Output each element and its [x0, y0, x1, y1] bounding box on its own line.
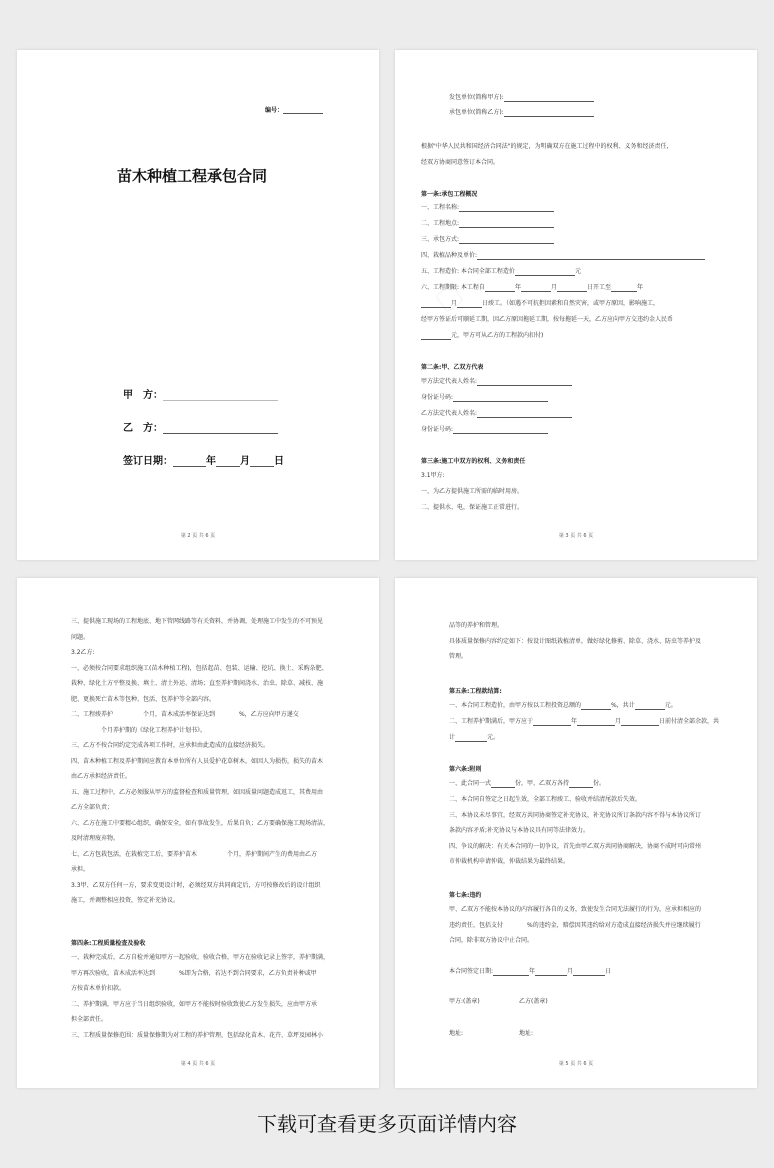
payment-2-text: 二、工程养护期满后，甲方应于: [449, 718, 534, 725]
payment-total-blank: [635, 703, 665, 710]
period-day-blank: [557, 285, 587, 292]
sign-month-blank: [216, 460, 240, 467]
copies-end: 份。: [593, 780, 606, 787]
rep-b-id-line: [421, 426, 548, 434]
clauses-3-2: 三、提供施工现场的工程地底、地下管网线路等有关资料，并协调，处理施工中发生的不可预见 问题。 3.2乙方: 一、必须按合同要求组织施工(苗木种植工程)，包括起苗、包装、运输、挖坑、换土、采购杂肥、 栽种、绿化土方平整及换、填土、清土外运、清场；直至养护期间浇水、治虫、除草、减枝、施 肥、更换死亡苗木等包种、包活、包养护等全部内容。 二、工程竣养护 个月，苗木成活率保证达到 %，乙方应向甲方递交 个月养护期的《绿化工程养护计划书》。 三、乙方不按合同约定完成各项工作时，应承担由此造成的直接经济损失。 四、苗木种植工程及养护期间应教育本单位所有人员爱护花草树木，如因人为损伤，损失的苗木 由乙方承担经济责任。 五、施工过程中，乙方必须服从甲方的监督检查和质量管理，如因质量问题造成返工，其费用由 乙方全部负责； 六、乙方在施工中要精心组织，确保安全，如有事故发生，后果自负；乙方要确保施工现场清洁， 及时清理废弃物。 七、乙方包栽包活，在栽植完工后，要养护苗木 个月，养护期间产生的费用由乙方 承担。 3.3甲、乙双方任何一方，要求变更设计时，必须经双方共同商定后，方可按修改后的设计组织 施工，并调整相应投资，签定补充协议。: [71, 618, 330, 904]
sign-month-blank: [535, 969, 567, 976]
sign-date-label: 签订日期：: [123, 456, 173, 467]
payment-3-end: 元。: [487, 734, 500, 741]
planting-price-line: [421, 252, 705, 260]
page-2: [395, 50, 757, 560]
page-3: [17, 578, 379, 1088]
project-name-label: 一、工程名称:: [421, 204, 460, 211]
party-b-label: 乙 方：: [123, 423, 163, 434]
rep-b-name-line: [421, 410, 572, 418]
rep-a-id-label: 身份证号码:: [421, 394, 454, 401]
sign-date-line: [123, 452, 284, 467]
payment-2-mid: 日前付清全部余款，共: [659, 718, 720, 725]
sign-date-line: [449, 968, 611, 976]
payment-line-2: [449, 718, 719, 726]
contractor-label: 承包单位(简称乙方):: [449, 109, 504, 116]
payment-day-blank: [621, 719, 659, 726]
payment-1-text: 一、本合同工程造价，由甲方按以工程投资总额的: [449, 702, 582, 709]
contract-mode-blank: [459, 237, 554, 244]
section-5-heading: 第五条:工程款结算:: [449, 688, 502, 695]
download-caption: 下载可查看更多页面详情内容: [257, 1112, 517, 1136]
payment-1-end: 元。: [664, 702, 677, 709]
period-line-3: 经甲方签证后可顺延工期，因乙方原因拖延工期，按每拖延一天，乙方应向甲方交违约金人民币: [421, 316, 674, 323]
sign-date-label: 本合同签定日期:: [449, 968, 494, 975]
cost-line: [421, 268, 581, 276]
sign-year-blank: [493, 969, 529, 976]
sign-day-label: 日: [605, 968, 612, 975]
period-end-text: 日竣工。（如遇不可抗拒因素和自然灾害，或甲方原因，影响施工，: [482, 300, 660, 307]
period-end-year-blank: [611, 285, 637, 292]
employer-line: [449, 94, 594, 102]
planting-price-label: 四、栽植品种及单价:: [421, 252, 478, 259]
copies-text: 一、此合同一式: [449, 780, 492, 787]
period-line: [421, 284, 643, 292]
employer-label: 发包单位(简称甲方):: [449, 94, 504, 101]
payment-year-blank: [533, 719, 571, 726]
year-label: 年: [206, 456, 216, 467]
section-3-heading: 第三条:施工中双方的权利、义务和责任: [421, 458, 526, 465]
payment-balance-blank: [455, 735, 487, 742]
sign-year-label: 年: [529, 968, 536, 975]
sign-month-label: 月: [567, 968, 574, 975]
copies-blank: [491, 781, 515, 788]
penalty-blank: [421, 333, 451, 340]
number-blank: [283, 107, 323, 114]
page-footer: 第 3 页 共 6 页: [558, 533, 594, 539]
rep-a-name-line: [421, 378, 572, 386]
period-year-label: 年: [514, 284, 521, 291]
yuan-label: 元: [574, 268, 581, 275]
section-7-heading: 第七条:违约: [449, 892, 482, 899]
payment-percent-blank: [581, 703, 611, 710]
employer-blank: [504, 95, 594, 102]
section-2-heading: 第二条:甲、乙双方代表: [421, 364, 484, 371]
party-b-seal: 乙方(盖章): [519, 998, 548, 1005]
contract-title: 苗木种植工程承包合同: [117, 167, 268, 185]
sign-year-blank: [173, 460, 206, 467]
party-a-label: 甲 方：: [123, 390, 163, 401]
project-site-blank: [459, 221, 554, 228]
section-6-heading: 第六条:附则: [449, 766, 482, 773]
party-b-blank: [163, 427, 278, 434]
page-footer: 第 2 页 共 6 页: [180, 533, 216, 539]
cost-label: 五、工程造价: 本合同全部工程造价: [421, 268, 515, 275]
period-line-2: [421, 300, 659, 308]
breach-clause: 甲、乙双方不能按本协议的内容履行各自的义务，致使发生合同无法履行的行为，应承担相应的 违约责任，包括支付 %的违约金，赔偿因其违约给对方造成直接经济损失并应继续履行 合同，除非双方协议中止合同。: [449, 906, 702, 944]
period-end-month-label: 月: [451, 300, 458, 307]
party-a-seal: 甲方:(盖章): [449, 998, 480, 1005]
contractor-blank: [504, 110, 594, 117]
number-label: 编号：: [265, 107, 284, 114]
page-footer: 第 4 页 共 6 页: [180, 1061, 216, 1067]
period-label: 六、工程期限: 本工程自: [421, 284, 485, 291]
party-a-blank: [163, 394, 278, 401]
sign-day-blank: [573, 969, 605, 976]
period-end-year-label: 年: [636, 284, 643, 291]
contract-mode-line: [421, 236, 554, 244]
clause-3-1-b: 二、提供水、电，保证施工正常进行。: [421, 504, 524, 511]
section-1-heading: 第一条:承包工程概况: [421, 191, 478, 198]
project-name-blank: [459, 205, 554, 212]
cost-blank: [515, 269, 575, 276]
copies-each-blank: [569, 781, 593, 788]
sign-day-blank: [250, 460, 274, 467]
payment-line-1: [449, 702, 677, 710]
project-site-line: [421, 220, 554, 228]
payment-month-label: 月: [615, 718, 622, 725]
page-footer: 第 5 页 共 6 页: [558, 1061, 594, 1067]
clause-3-1: 3.1甲方:: [421, 472, 445, 479]
period-month-blank: [521, 285, 551, 292]
rep-a-id-blank: [453, 395, 548, 402]
party-a-line: [123, 386, 278, 401]
clause-3-1-a: 一、为乙方提供施工所需的临时用房。: [421, 488, 524, 495]
rep-b-name-blank: [477, 411, 572, 418]
clauses-4: 一、栽种完成后，乙方自检并通知甲方一起验收，验收合格，甲方在验收记录上签字，养护期满， 甲方再次验收，苗木成活率达到 %即为合格，若达不到合同要求，乙方负责补种或甲 方按苗木单价扣款。 二、养护期满，甲方应于当日组织验收，如甲方不能按时验收致使乙方发生损失，应由甲方承 担全部责任。 三、工程质量保修范围：质量保修期为对工程的养护管理，包括绿化苗木、花卉、草坪及园林小: [71, 954, 330, 1039]
rep-a-id-line: [421, 394, 548, 402]
project-name-line: [421, 204, 554, 212]
payment-1-mid: %，共计: [611, 702, 635, 709]
day-label: 日: [274, 456, 284, 467]
payment-year-label: 年: [571, 718, 578, 725]
rep-b-name-label: 乙方法定代表人姓名:: [421, 410, 478, 417]
copies-mid: 份，甲、乙双方各持: [515, 780, 570, 787]
rep-a-name-blank: [477, 379, 572, 386]
rep-a-name-label: 甲方法定代表人姓名:: [421, 378, 478, 385]
payment-3-text: 计: [449, 734, 456, 741]
payment-line-3: [449, 734, 499, 742]
contractor-line: [449, 109, 594, 117]
address-a: 地址:: [449, 1030, 464, 1037]
quality-continued: 品等的养护和管理。 具体质量保修内容约定如下：按设计图纸栽植清单，做好绿化修剪、除草、浇水、防虫等养护及 管理。: [449, 622, 702, 660]
period-line-4: [421, 332, 543, 340]
period-month-label: 月: [550, 284, 557, 291]
page-4: [395, 578, 757, 1088]
planting-price-blank: [477, 253, 705, 260]
intro-paragraph: 根据"中华人民共和国经济合同法"的规定，为明确双方在施工过程中的权利、义务和经济责任， 经双方协商同意签订本合同。: [421, 143, 673, 166]
period-year-blank: [485, 285, 515, 292]
page-cover: [17, 50, 379, 560]
month-label: 月: [240, 456, 250, 467]
section-4-heading: 第四条:工程质量检查及验收: [71, 940, 146, 947]
period-end-day-blank: [457, 301, 482, 308]
period-start-label: 日开工至: [586, 284, 611, 291]
copies-line: [449, 780, 605, 788]
penalty-text: 元，甲方可从乙方的工程款内扣付): [451, 332, 544, 339]
contract-number: [265, 105, 323, 114]
rep-b-id-blank: [453, 427, 548, 434]
contract-mode-label: 三、承包方式:: [421, 236, 460, 243]
address-b: 地址:: [519, 1030, 534, 1037]
rep-b-id-label: 身份证号码:: [421, 426, 454, 433]
project-site-label: 二、工程地点:: [421, 220, 460, 227]
annex-clauses: 二、本合同自签定之日起生效，全部工程竣工、验收并结清尾款后失效。 三、本协议未尽事宜，经双方共同协商签定补充协议，补充协议所订条款内容不得与本协议所订 条款内容矛盾;补充协议与本协议具有同等法律效力。 四、争议的解决：有关本合同的一切争议，首先由甲乙双方共同协商解决，协商不成时可向常州 市仲裁机构申请仲裁，仲裁结果为最终结果。: [449, 796, 702, 865]
period-end-month-blank: [421, 301, 451, 308]
payment-month-blank: [577, 719, 615, 726]
watermark: [428, 275, 469, 317]
party-b-line: [123, 419, 278, 434]
